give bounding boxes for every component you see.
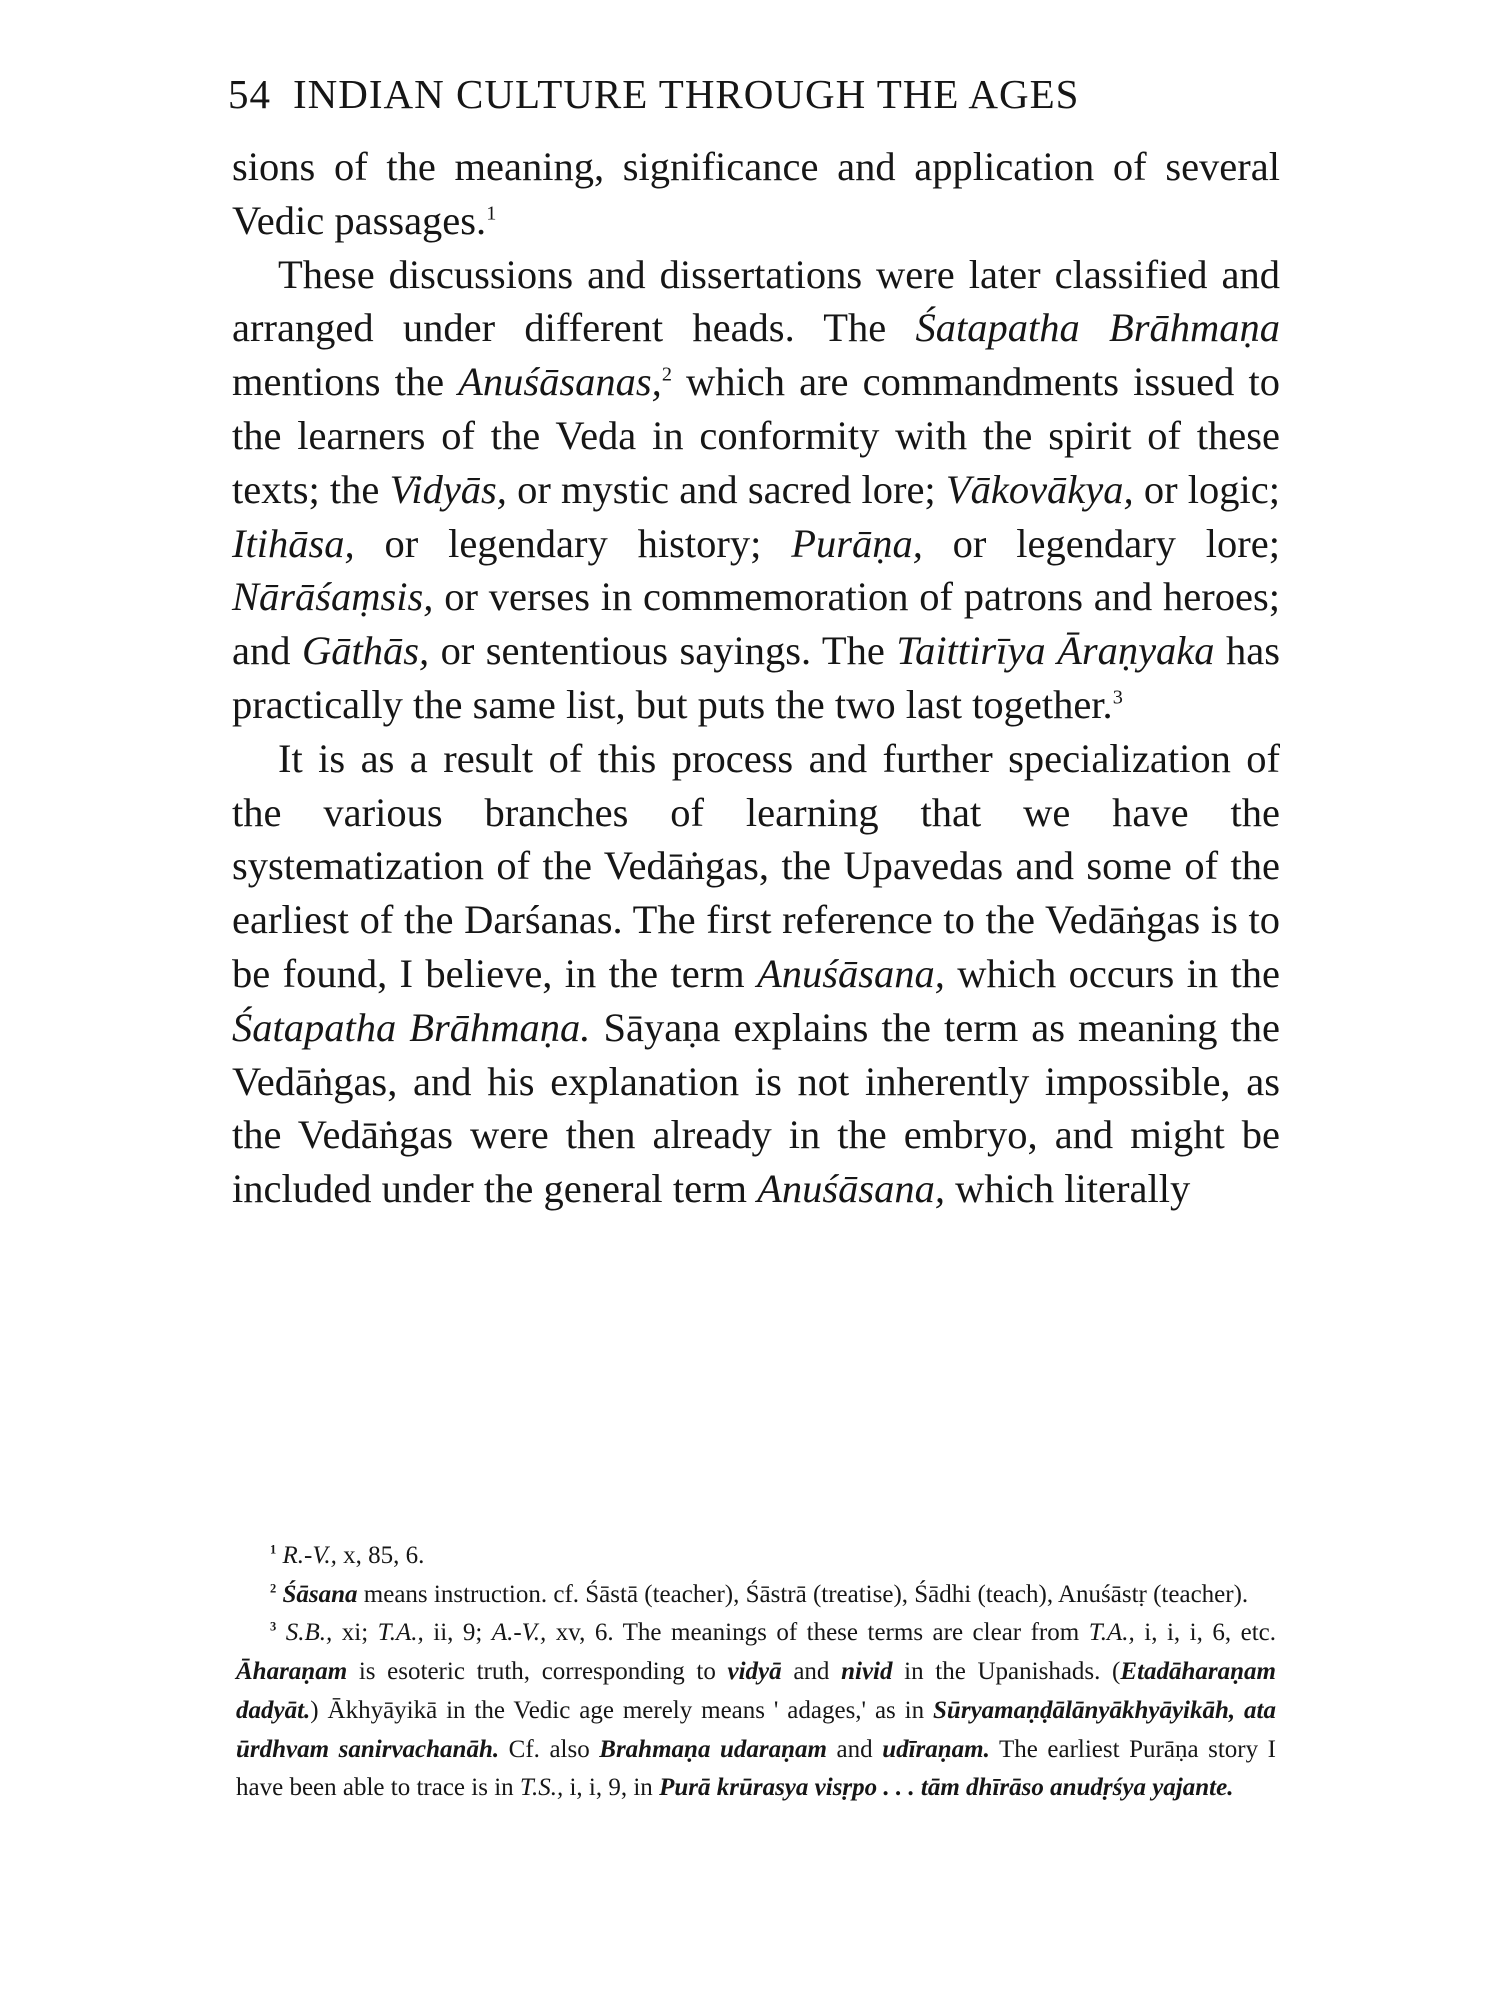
italic-term: Āharaṇam — [236, 1658, 348, 1686]
italic-term: Nārāśaṃsis, — [232, 574, 434, 620]
text-run: The earliest Purāṇa story I have been able to trace is in — [236, 1735, 1276, 1802]
footnote-mark: 1 — [270, 1542, 277, 1557]
footnote-ref-3[interactable]: 3 — [1112, 686, 1123, 709]
text-run: or verses in commemoration of patrons and heroes; and — [232, 574, 1280, 674]
main-text — [232, 140, 1280, 1216]
text-run: which occurs in the — [944, 950, 1280, 996]
footnote-3 — [236, 1614, 1276, 1808]
italic-term: A.-V., — [491, 1619, 547, 1647]
italic-term: vidyā — [727, 1658, 782, 1686]
italic-term: S.B., — [285, 1619, 333, 1647]
italic-term: T.A., — [1088, 1619, 1135, 1647]
text-run: x, 85, 6. — [336, 1542, 425, 1569]
italic-term: Anuśāsana, — [757, 950, 945, 996]
italic-term: Anuśāsanas, — [458, 359, 662, 405]
text-run: or logic; — [1133, 466, 1280, 512]
text-run: sions of the meaning, significance and application of several Vedic passages. — [232, 144, 1280, 243]
text-run: ii, 9; — [423, 1619, 492, 1647]
italic-term: Anuśāsana, — [757, 1166, 946, 1212]
text-run: Cf. also — [499, 1735, 600, 1763]
italic-term: Brahmaṇa udaraṇam — [599, 1735, 827, 1763]
text-run: or sententious sayings. The — [429, 628, 897, 674]
text-run: means instruction. cf. Śāstā (teacher), Śāstrā (treatise), Śādhi (teach), Anuśāstṛ (teacher). — [357, 1580, 1249, 1608]
italic-term: T.S., — [519, 1774, 564, 1802]
text-run: or legendary lore; — [922, 520, 1280, 566]
italic-term: Śāsana — [282, 1580, 358, 1608]
italic-term: R.-V., — [282, 1542, 337, 1569]
italic-term: Etadāharaṇam dadyāt. — [236, 1658, 1276, 1724]
text-run: which literally — [945, 1166, 1191, 1212]
text-run: i, i, i, 6, etc. — [1134, 1619, 1276, 1647]
text-run: and — [781, 1658, 842, 1686]
text-run: which are commandments issued to the learners of the Veda in conformity with the spirit of these texts; the — [232, 359, 1280, 512]
italic-term: Purāṇa, — [791, 520, 923, 566]
footnote-2 — [236, 1576, 1276, 1615]
footnote-ref-1[interactable]: 1 — [486, 202, 497, 225]
paragraph-1 — [232, 140, 1280, 248]
text-run: These discussions and dissertations were later classified and arranged under different heads. The — [232, 251, 1280, 351]
italic-term: udīraṇam. — [882, 1735, 990, 1763]
footnote-mark: 2 — [270, 1581, 277, 1596]
footnote-mark: 3 — [270, 1620, 277, 1635]
italic-term: Taittirīya Āraṇyaka — [896, 628, 1215, 674]
footnote-1 — [236, 1537, 1276, 1576]
footnotes — [236, 1537, 1276, 1808]
page-number: 54 — [228, 71, 271, 117]
text-run: mentions the — [232, 359, 459, 405]
italic-term: Purā krūrasya visṛpo . . . tām dhīrāso anudṛśya yajante. — [659, 1774, 1234, 1802]
text-run: has practically the same list, but puts the two last together. — [232, 628, 1280, 727]
text-run: It is as a result of this process and further specialization of the various branches of learning that we have the systematization of the Vedāṅgas, the Upavedas and some of the earliest of the Darśanas. The first reference to the Vedāṅgas is to be found, I believe, in the term — [232, 735, 1280, 996]
italic-term: Sūryamaṇḍālānyākhyāyikāh, ata ūrdhvam sanirvachanāh. — [236, 1696, 1276, 1763]
italic-term: Śatapatha Brāhmaṇa. — [232, 1004, 591, 1050]
italic-term: Vidyās, — [389, 466, 507, 512]
italic-term: Gāthās, — [301, 628, 430, 674]
text-run: i, i, 9, in — [563, 1774, 660, 1802]
text-run: is esoteric truth, corresponding to — [347, 1658, 728, 1686]
footnote-ref-2[interactable]: 2 — [661, 363, 672, 386]
italic-term: Śatapatha Brāhmaṇa — [915, 305, 1280, 351]
text-run: and — [826, 1735, 883, 1763]
text-run: Sāyaṇa explains the term as meaning the Vedāṅgas, and his explanation is not inherently impossible, as the Vedāṅgas were then already in the embryo, and might be included under the general term — [232, 1004, 1280, 1212]
running-title: INDIAN CULTURE THROUGH THE AGES — [293, 71, 1080, 117]
italic-term: Vākovākya, — [945, 466, 1134, 512]
text-run: or mystic and sacred lore; — [506, 466, 946, 512]
text-run: ) Ākhyāyikā in the Vedic age merely means ' adages,' as in — [310, 1696, 934, 1724]
text-run: xi; — [332, 1619, 378, 1647]
italic-term: Itihāsa, — [232, 520, 355, 566]
text-run: or legendary history; — [354, 520, 792, 566]
paragraph-3 — [232, 732, 1280, 1216]
italic-term: nivid — [841, 1658, 893, 1686]
paragraph-2 — [232, 248, 1280, 732]
text-run: in the Upanishads. ( — [892, 1658, 1121, 1686]
text-run: xv, 6. The meanings of these terms are clear from — [546, 1619, 1089, 1647]
italic-term: T.A., — [377, 1619, 424, 1647]
running-header — [228, 70, 1288, 118]
